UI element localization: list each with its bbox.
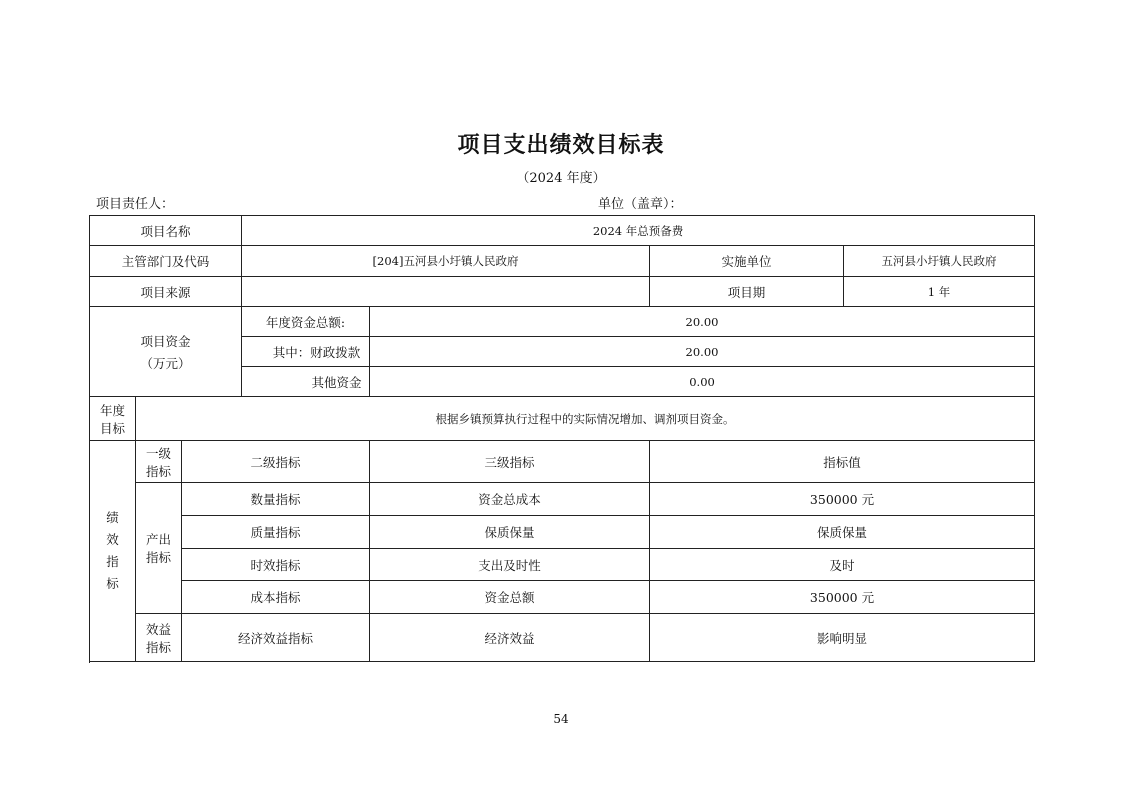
row-funds-total <box>90 307 1035 337</box>
output-indicator-label <box>136 483 182 614</box>
perf-char: 标 <box>106 576 119 591</box>
implementing-unit-label: 实施单位 <box>650 246 844 277</box>
project-source-label: 项目来源 <box>90 277 242 307</box>
implementing-unit-value: 五河县小圩镇人民政府 <box>844 246 1035 277</box>
output-label-line2: 指标 <box>145 550 171 565</box>
level3-cell: 资金总额 <box>370 581 650 614</box>
perf-char: 效 <box>106 532 119 547</box>
funds-other-label: 其他资金 <box>242 367 370 397</box>
level3-cell: 资金总成本 <box>370 483 650 516</box>
performance-target-table <box>89 215 1035 662</box>
department-value: [204]五河县小圩镇人民政府 <box>242 246 650 277</box>
header-level1-line1: 一级 <box>145 445 171 461</box>
funds-total-label: 年度资金总额: <box>242 307 370 337</box>
row-department <box>90 246 1035 277</box>
header-level1-line2: 指标 <box>145 463 171 479</box>
annual-goal-label-line1: 年度 <box>99 402 125 418</box>
header-level2: 二级指标 <box>182 441 370 483</box>
funds-fiscal-value: 20.00 <box>370 337 1035 367</box>
table-row <box>90 483 1035 516</box>
level2-cell: 质量指标 <box>182 516 370 549</box>
benefit-indicator-label <box>136 614 182 662</box>
header-level3: 三级指标 <box>370 441 650 483</box>
level3-cell: 经济效益 <box>370 614 650 662</box>
row-project-name <box>90 216 1035 246</box>
performance-indicator-label <box>90 441 136 662</box>
benefit-label-line2: 指标 <box>145 639 171 655</box>
funds-other-value: 0.00 <box>370 367 1035 397</box>
benefit-label-line1: 效益 <box>145 621 171 637</box>
level3-cell: 支出及时性 <box>370 549 650 581</box>
project-funds-label-line2: （万元） <box>140 355 191 371</box>
unit-stamp-label: 单位（盖章）： <box>598 197 683 212</box>
header-value: 指标值 <box>650 441 1035 483</box>
output-label-line1: 产出 <box>145 532 171 547</box>
level2-cell: 时效指标 <box>182 549 370 581</box>
annual-goal-text: 根据乡镇预算执行过程中的实际情况增加、调剂项目资金。 <box>136 397 1035 441</box>
project-funds-label <box>90 307 242 397</box>
row-source <box>90 277 1035 307</box>
table-row <box>90 581 1035 614</box>
perf-char: 绩 <box>106 510 119 525</box>
department-label: 主管部门及代码 <box>90 246 242 277</box>
page-title: 项目支出绩效目标表 <box>457 133 665 158</box>
value-cell: 影响明显 <box>650 614 1035 662</box>
project-period-value: 1 年 <box>844 277 1035 307</box>
project-owner-label: 项目责任人： <box>96 197 175 212</box>
funds-total-value: 20.00 <box>370 307 1035 337</box>
year-note: （2024 年度） <box>516 171 606 186</box>
row-indicator-header <box>90 441 1035 483</box>
value-cell: 保质保量 <box>650 516 1035 549</box>
level2-cell: 数量指标 <box>182 483 370 516</box>
project-source-value <box>242 277 650 307</box>
value-cell: 350000 元 <box>650 483 1035 516</box>
level2-cell: 经济效益指标 <box>182 614 370 662</box>
row-annual-goal <box>90 397 1035 441</box>
perf-char: 指 <box>106 554 119 569</box>
annual-goal-label <box>90 397 136 441</box>
table-row <box>90 614 1035 662</box>
page-number: 54 <box>553 712 569 726</box>
table-row <box>90 516 1035 549</box>
value-cell: 及时 <box>650 549 1035 581</box>
project-funds-label-line1: 项目资金 <box>140 333 191 349</box>
level3-cell: 保质保量 <box>370 516 650 549</box>
annual-goal-label-line2: 目标 <box>99 420 125 436</box>
level2-cell: 成本指标 <box>182 581 370 614</box>
project-period-label: 项目期 <box>650 277 844 307</box>
header-level1 <box>136 441 182 483</box>
value-cell: 350000 元 <box>650 581 1035 614</box>
project-name-label: 项目名称 <box>90 216 242 246</box>
table-row <box>90 549 1035 581</box>
funds-fiscal-label: 其中：财政拨款 <box>242 337 370 367</box>
project-name-value: 2024 年总预备费 <box>242 216 1035 246</box>
